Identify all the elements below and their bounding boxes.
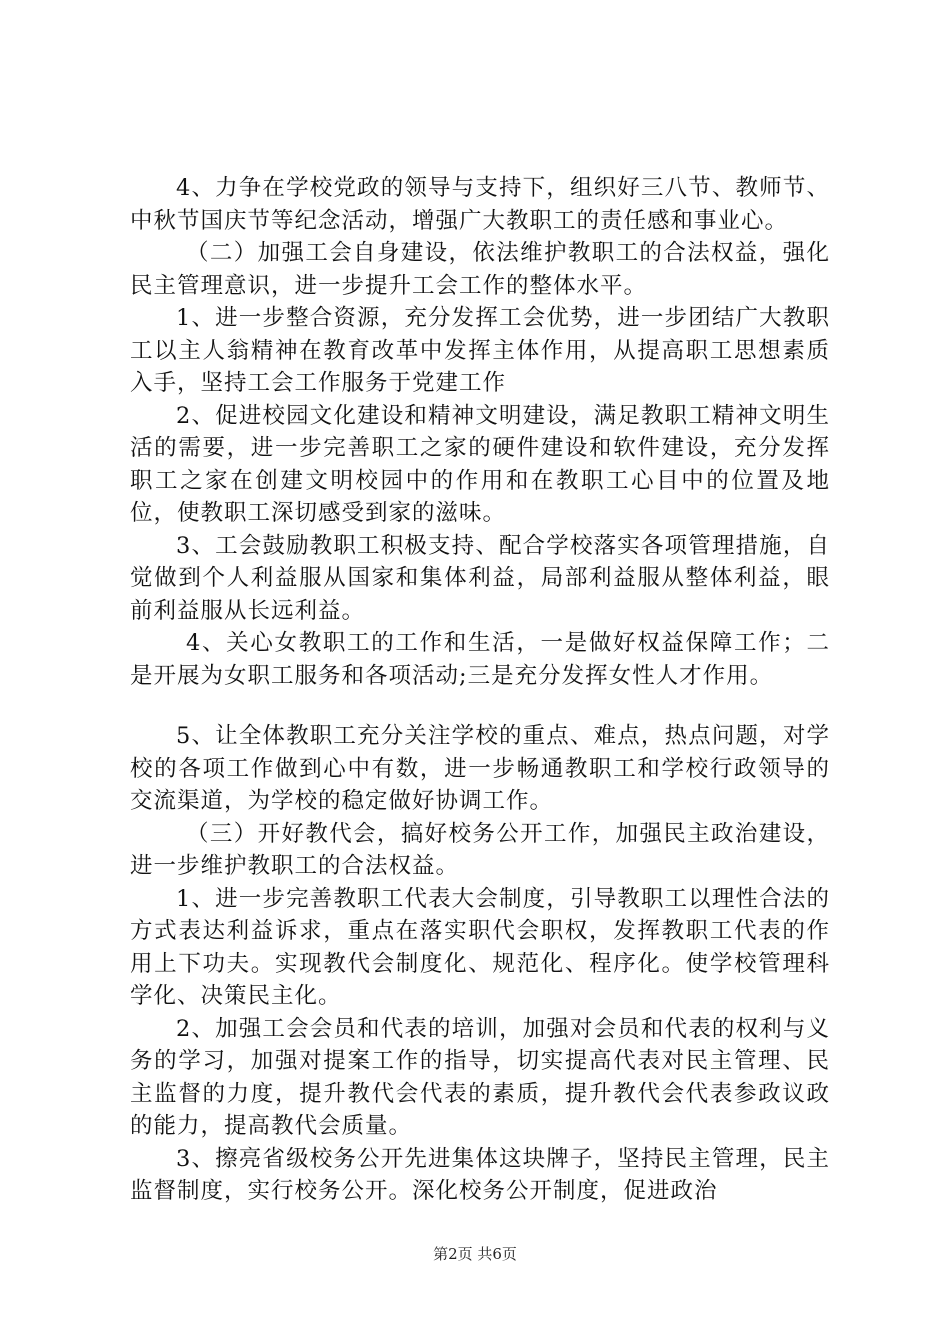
paragraph-key-issues: 5、让全体教职工充分关注学校的重点、难点，热点问题，对学校的各项工作做到心中有数，进一步畅通教职工和学校行政领导的交流渠道，为学校的稳定做好协调工作。: [130, 723, 830, 814]
document-body: [130, 172, 830, 1208]
paragraph-congress-system: 1、进一步完善教职工代表大会制度，引导教职工以理性合法的方式表达利益诉求，重点在落实职代会职权，发挥教职工代表的作用上下功夫。实现教代会制度化、规范化、程序化。使学校管理科学化、决策民主化。: [130, 885, 830, 1009]
paragraph-gap: [130, 692, 830, 720]
paragraph-festival-activities: 4、力争在学校党政的领导与支持下，组织好三八节、教师节、中秋节国庆节等纪念活动，增强广大教职工的责任感和事业心。: [130, 175, 830, 234]
paragraph-female-staff: 4、关心女教职工的工作和生活，一是做好权益保障工作；二是开展为女职工服务和各项活动;三是充分发挥女性人才作用。: [130, 630, 830, 689]
paragraph-school-affairs-openness: 3、擦亮省级校务公开先进集体这块牌子，坚持民主管理，民主监督制度，实行校务公开。深化校务公开制度，促进政治: [130, 1145, 830, 1204]
section-heading-union-building: （二）加强工会自身建设，依法维护教职工的合法权益，强化民主管理意识，进一步提升工会工作的整体水平。: [130, 240, 830, 299]
page-footer: 第2页 共6页: [433, 1245, 517, 1263]
paragraph-integrate-resources: 1、进一步整合资源，充分发挥工会优势，进一步团结广大教职工以主人翁精神在教育改革中发挥主体作用，从提高职工思想素质入手，坚持工会工作服务于党建工作: [130, 305, 830, 396]
paragraph-campus-culture: 2、促进校园文化建设和精神文明建设，满足教职工精神文明生活的需要，进一步完善职工之家的硬件建设和软件建设，充分发挥职工之家在创建文明校园中的作用和在教职工心目中的位置及地位，使教职工深切感受到家的滋味。: [130, 402, 830, 526]
paragraph-management-measures: 3、工会鼓励教职工积极支持、配合学校落实各项管理措施，自觉做到个人利益服从国家和集体利益，局部利益服从整体利益，眼前利益服从长远利益。: [130, 532, 830, 624]
section-heading-staff-congress: （三）开好教代会，搞好校务公开工作，加强民主政治建设，进一步维护教职工的合法权益。: [130, 820, 830, 879]
paragraph-member-training: 2、加强工会会员和代表的培训，加强对会员和代表的权利与义务的学习，加强对提案工作的指导，切实提高代表对民主管理、民主监督的力度，提升教代会代表的素质，提升教代会代表参政议政的能力，提高教代会质量。: [130, 1015, 830, 1139]
